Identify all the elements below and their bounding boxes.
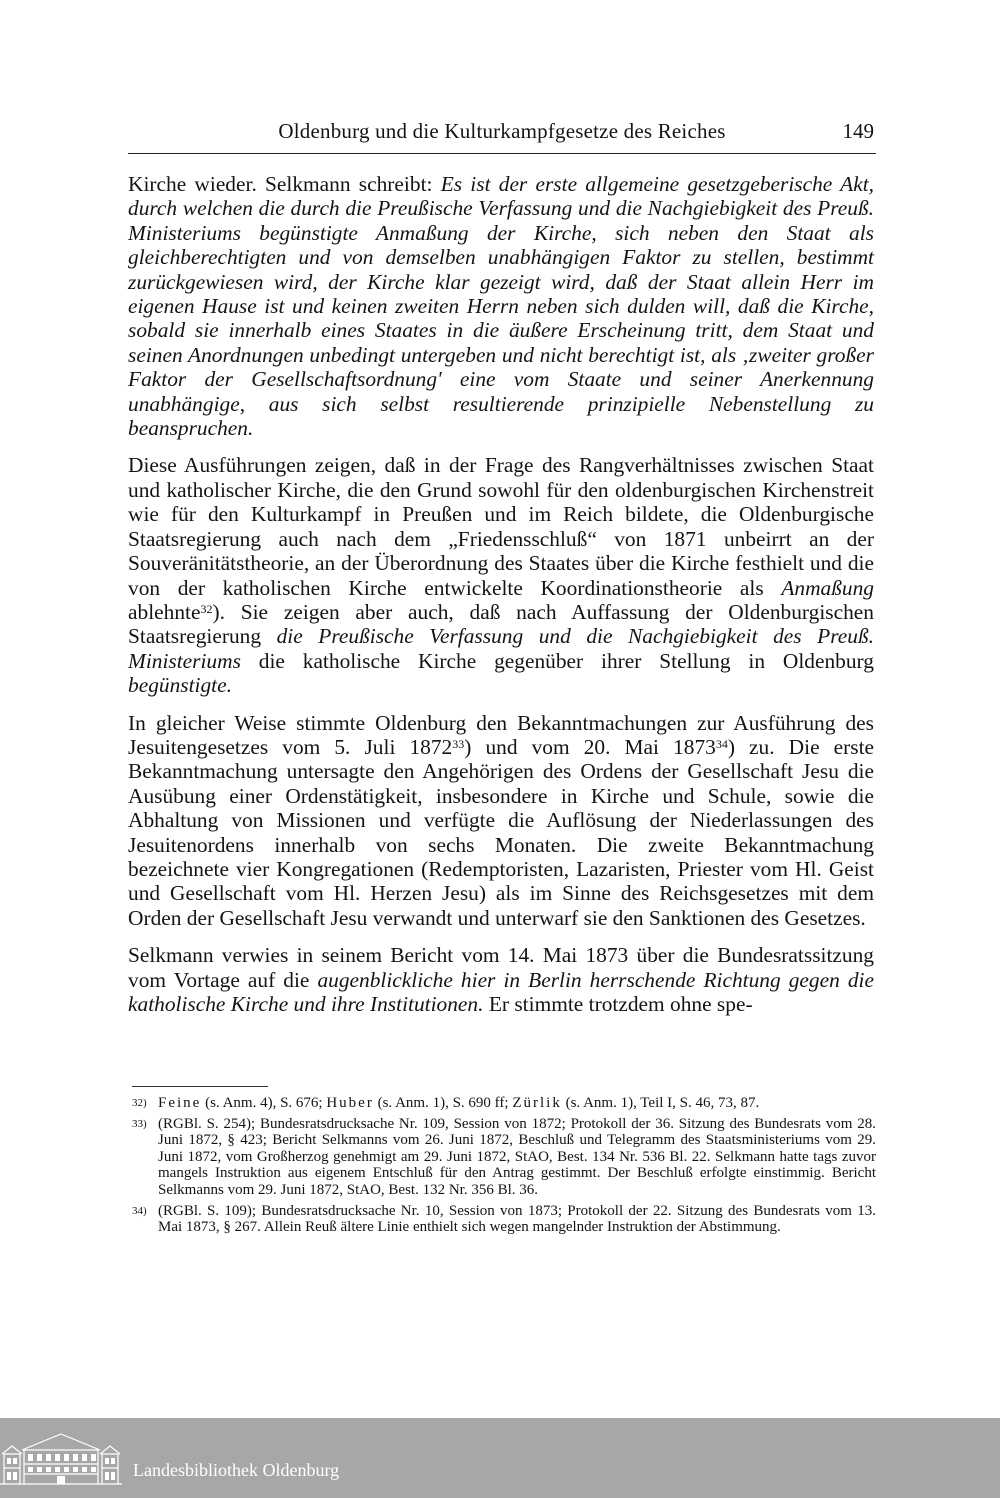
- running-header: [128, 117, 876, 154]
- text-run: Kirche wieder. Selkmann schreibt:: [128, 172, 441, 196]
- text-run: (s. Anm. 1), Teil I, S. 46, 73, 87.: [561, 1095, 760, 1111]
- author-name: Feine: [158, 1095, 202, 1111]
- paragraph: [128, 172, 874, 440]
- italic-run: Es ist der erste allgemeine gesetzgeberische Akt, durch welchen die durch die Preußische Verfassung und die Nachgiebigkeit des Preuß. Ministeriums begünstigte Anmaßung der Kirche, sich neben den Staat als gleichberechtigten und von demselben unabhängigen Faktor zu stellen, bestimmt zurückgewiesen wird, der Kirche klar gezeigt wird, daß der Staat allein Herr im eigenen Hause ist und keinen zweiten Herrn neben sich dulden will, daß die Kirche, sobald sie innerhalb eines Staates in die äußere Erscheinung tritt, dem Staat und seinen Anordnungen unbedingt untergeben und nicht berechtigt ist, als ‚zweiter großer Faktor der Gesellschaftsordnung' eine vom Staate und seiner Anerkennung unabhängige, aus sich selbst resultierende prinzipielle Nebenstellung zu beanspruchen.: [128, 172, 874, 441]
- text-run: Diese Ausführungen zeigen, daß in der Frage des Rangverhältnisses zwischen Staat und katholischer Kirche, die den Grund sowohl für den oldenburgischen Kirchenstreit wie für den Kulturkampf in Preußen und im Reich bildete, die Oldenburgische Staatsregierung auch nach dem „Friedensschluß“ von 1871 unbeirrt an der Souveränitätstheorie, an der Überordnung des Staates über die Kirche festhielt und die von der katholischen Kirche entwickelte Koordinationstheorie als: [128, 453, 874, 600]
- footnote-ref: 34: [715, 736, 728, 751]
- text-run: (s. Anm. 1), S. 690 ff;: [373, 1095, 513, 1111]
- footnote: [132, 1203, 876, 1236]
- library-footer-bar: [0, 1418, 1000, 1498]
- paragraph: [128, 943, 874, 1016]
- text-run: Er stimmte trotzdem ohne spe-: [483, 992, 753, 1016]
- italic-run: die Preußische Verfassung und die Nachgiebigkeit des Preuß. Ministeriums: [128, 624, 874, 673]
- text-run: Selkmann verwies in seinem Bericht vom 14. Mai 1873 über die Bundesratssitzung vom Vortage auf die: [128, 943, 874, 992]
- footnote-number: 32): [132, 1097, 147, 1109]
- footnote-text: [158, 1203, 876, 1236]
- library-building-icon: [0, 1426, 122, 1488]
- text-run: ablehnte: [128, 599, 201, 624]
- footnote-number: 33): [132, 1117, 147, 1130]
- text-run: In gleicher Weise stimmte Oldenburg den Bekanntmachungen zur Ausführung des Jesuitengesetzes vom 5. Juli 1872: [128, 710, 874, 759]
- paragraph: [128, 453, 874, 697]
- footnote-text: [158, 1095, 759, 1111]
- footnote: [132, 1116, 876, 1199]
- author-name: Huber: [326, 1095, 374, 1111]
- author-name: Zürlik: [512, 1095, 562, 1111]
- library-name: Landesbibliothek Oldenburg: [133, 1460, 340, 1480]
- footnote-number: 34): [132, 1204, 147, 1217]
- text-run: ) und vom 20. Mai 1873: [464, 734, 716, 759]
- text-run: ). Sie zeigen aber auch, daß nach Auffassung der Oldenburgischen Staatsregierung: [128, 599, 874, 649]
- footnote-text: [158, 1116, 876, 1198]
- footnote: [132, 1095, 876, 1112]
- italic-run: begünstigte.: [128, 673, 232, 698]
- text-run: (RGBl. S. 109); Bundesratsdrucksache Nr. 10, Session von 1873; Protokoll der 22. Sitzung des Bundesrats vom 13. Mai 1873, § 267. Allein Reuß ältere Linie enthielt sich wegen mangelnder Instruktion der Abstimmung.: [158, 1202, 876, 1236]
- paragraph: [128, 711, 874, 931]
- italic-run: augenblickliche hier in Berlin herrschende Richtung gegen die katholische Kirche und ihre Institutionen.: [128, 967, 874, 1016]
- footnote-separator: [132, 1086, 268, 1087]
- footnote-ref: 33: [452, 736, 465, 751]
- footnote-ref: 32: [200, 601, 213, 616]
- italic-run: Anmaßung: [781, 575, 874, 600]
- main-text: [128, 172, 874, 1029]
- text-run: die katholische Kirche gegenüber ihrer Stellung in Oldenburg: [240, 648, 874, 673]
- text-run: ) zu. Die erste Bekanntmachung untersagte den Angehörigen des Ordens der Gesellschaft Jesu die Ausübung einer Ordenstätigkeit, insbesondere in Kirche und Schule, sowie die Abhaltung von Missionen und verfügte die Auflösung der Niederlassungen des Jesuitenordens innerhalb von sechs Monaten. Die zweite Bekanntmachung bezeichnete vier Kongregationen (Redemptoristen, Lazaristen, Priester vom Hl. Geist und Gesellschaft vom Hl. Herzen Jesu) als im Sinne des Reichsgesetzes mit dem Orden der Gesellschaft Jesu verwandt und unterwarf sie den Sanktionen des Gesetzes.: [128, 734, 875, 930]
- page-number: 149: [842, 119, 874, 143]
- running-title: Oldenburg und die Kulturkampfgesetze des Reiches: [278, 119, 726, 143]
- footnotes: [132, 1095, 876, 1240]
- text-run: (RGBl. S. 254); Bundesratsdrucksache Nr. 109, Session von 1872; Protokoll der 36. Sitzung des Bundesrats vom 28. Juni 1872, § 423; Bericht Selkmanns vom 26. Juni 1872, Beschluß und Telegramm des Staatsministeriums vom 29. Juni 1872, vom Großherzog genehmigt am 29. Juni 1872, StAO, Best. 134 Nr. 536 Bl. 22. Selkmann hatte tags zuvor mangels Instruktion aus eigenem Entschluß für den Antrag gestimmt. Der Beschluß erfolgte einstimmig. Bericht Selkmanns vom 29. Juni 1872, StAO, Best. 132 Nr. 356 Bl. 36.: [158, 1115, 876, 1198]
- text-run: (s. Anm. 4), S. 676;: [201, 1095, 327, 1111]
